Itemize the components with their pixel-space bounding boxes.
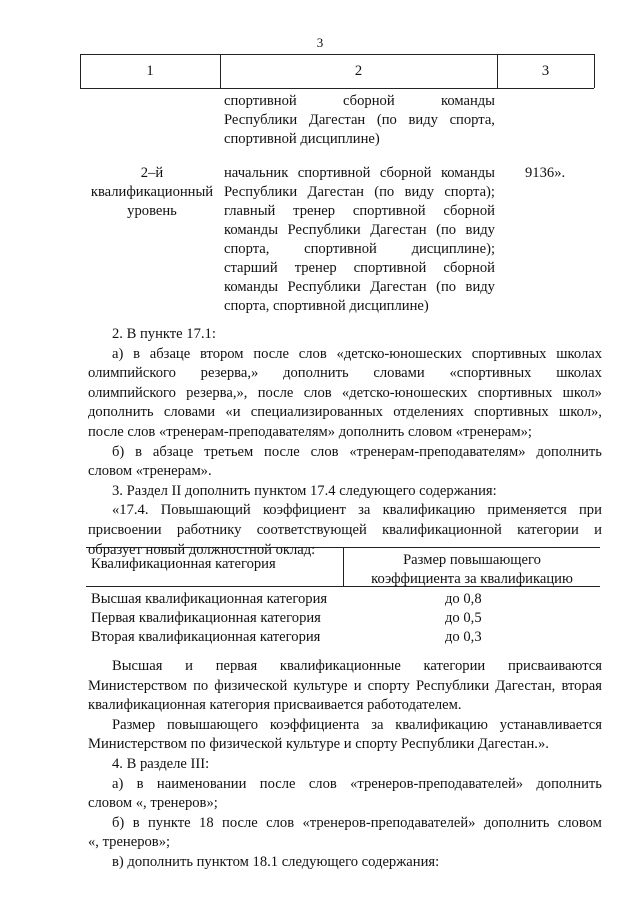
coef-category: Первая квалификационная категория — [91, 610, 321, 626]
amendment-text-bottom — [88, 657, 602, 873]
table-positions-cell — [224, 164, 495, 316]
text-line: 4. В разделе III: — [112, 755, 210, 772]
level-line: уровень — [127, 203, 177, 219]
table-right-rule — [594, 54, 595, 88]
page-number: 3 — [316, 35, 324, 50]
level-line: квалификационный — [90, 184, 214, 200]
table-header-col-1: 1 — [146, 63, 154, 79]
continuation-line: Республики Дагестан (по виду спорта, — [224, 112, 495, 128]
text-line: Размер повышающего коэффициента за квалификацию устанавливается — [112, 716, 602, 733]
text-line: «17.4. Повышающий коэффициент за квалификацию применяется при — [112, 502, 602, 519]
coef-table-row — [91, 590, 511, 609]
coef-table-header-value-line1: Размер повышающего — [403, 552, 541, 568]
text-line: Министерством по физической культуре и спорту Республики Дагестан, вторая — [88, 677, 602, 694]
coef-table-header-category: Квалификационная категория — [91, 556, 276, 572]
position-line: команды Республики Дагестан (по виду — [224, 279, 495, 295]
table-header-col-2: 2 — [354, 63, 363, 79]
position-line: главный тренер спортивной сборной — [224, 203, 495, 219]
text-line: 2. В пункте 17.1: — [112, 326, 216, 342]
coef-table-header-value-line2: коэффициента за квалификацию — [371, 571, 573, 587]
coef-value: до 0,3 — [445, 629, 482, 645]
level-line: 2–й — [140, 165, 164, 181]
text-line: б) в пункте 18 после слов «тренеров-преподавателей» дополнить словом — [112, 814, 602, 831]
text-line: олимпийского резерва,», после слов «детско-юношеских спортивных школ» — [88, 384, 602, 401]
text-line: в) дополнить пунктом 18.1 следующего содержания: — [112, 853, 440, 870]
coef-category: Высшая квалификационная категория — [91, 591, 328, 607]
table-header-col-3: 3 — [541, 63, 550, 79]
text-line: квалификационная категория присваивается работодателем. — [88, 697, 462, 714]
table-header-bottom-rule — [80, 88, 594, 89]
position-line: старший тренер спортивной сборной — [224, 260, 495, 276]
text-line: б) в абзаце третьем после слов «тренерам-преподавателям» дополнить — [112, 443, 602, 460]
text-line: «, тренеров»; — [88, 834, 171, 851]
text-line: после слов «тренерам-преподавателям» дополнить словом «тренерам»; — [88, 423, 532, 440]
amendment-text-top — [88, 325, 602, 560]
table-continuation-cell — [224, 92, 495, 149]
coef-category: Вторая квалификационная категория — [91, 629, 321, 645]
table-top-rule — [80, 54, 594, 55]
coef-value: до 0,5 — [445, 610, 482, 626]
text-line: образует новый должностной оклад: — [88, 541, 316, 558]
text-line: олимпийского резерва,» дополнить словами «спортивных школах — [88, 365, 602, 382]
text-line: 3. Раздел II дополнить пунктом 17.4 следующего содержания: — [112, 482, 497, 499]
text-line: словом «, тренеров»; — [88, 795, 218, 812]
coef-table-header-value — [344, 551, 600, 589]
position-line: Республики Дагестан (по виду спорта); — [224, 184, 495, 200]
table-code-cell: 9136». — [525, 165, 566, 181]
position-line: команды Республики Дагестан (по виду — [224, 222, 495, 238]
coef-table-body — [91, 590, 511, 647]
coef-table-row — [91, 609, 511, 628]
coef-table-row — [91, 628, 511, 647]
text-line: Министерством по физической культуре и спорту Республики Дагестан.». — [88, 736, 549, 753]
coef-value: до 0,8 — [445, 591, 482, 607]
text-line: а) в наименовании после слов «тренеров-преподавателей» дополнить — [112, 775, 602, 792]
text-line: словом «тренерам». — [88, 463, 212, 480]
position-line: начальник спортивной сборной команды — [224, 165, 495, 181]
position-line: спорта, спортивной дисциплине); — [224, 241, 495, 257]
position-line: спорта, спортивной дисциплине) — [224, 298, 429, 314]
text-line: дополнить словами «и специализированных отделениях спортивных школ», — [88, 404, 602, 421]
text-line: а) в абзаце втором после слов «детско-юношеских спортивных школах — [112, 345, 602, 362]
text-line: Высшая и первая квалификационные категории присваиваются — [112, 658, 602, 674]
text-line: присвоении работнику соответствующей квалификационной категории и — [88, 521, 602, 538]
continuation-line: спортивной сборной команды — [224, 93, 495, 109]
continuation-line: спортивной дисциплине) — [224, 131, 380, 147]
table-level-cell — [80, 164, 224, 221]
